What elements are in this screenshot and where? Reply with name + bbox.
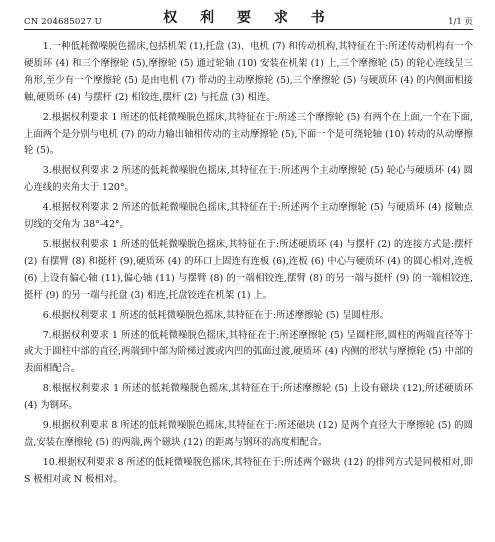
claim-2: 2.根据权利要求 1 所述的低耗微噪脱色摇床,其特征在于:所述三个摩擦轮 (5) 有两个在上面,一个在下面,上面两个是分别与电机 (7) 的动力输出轴相传动的主动摩擦轮 (5),下面一个是可绕轮轴 (10) 转动的从动摩擦轮 (5)。	[24, 111, 473, 157]
doc-number: CN 204685027 U	[24, 17, 102, 27]
claim-8: 8.根据权利要求 1 所述的低耗微噪脱色摇床,其特征在于:所述摩擦轮 (5) 上设有磁块 (12),所述硬质环 (4) 为钢环。	[24, 383, 473, 412]
claim-4: 4.根据权利要求 2 所述的低耗微噪脱色摇床,其特征在于:所述两个主动摩擦轮 (5) 与硬质环 (4) 接触点切线的交角为 38°-42°。	[24, 202, 473, 231]
claim-7: 7.根据权利要求 1 所述的低耗微噪脱色摇床,其特征在于:所述摩擦轮 (5) 呈圆柱形,圆柱的两端直径等于或大于圆柱中部的直径,两端到中部为阶梯过渡或内凹的弧面过渡,硬质环 (4) 内侧的形状与摩擦轮 (5) 中部的表面相配合。	[24, 329, 473, 375]
claim-6: 6.根据权利要求 1 所述的低耗微噪脱色摇床,其特征在于:所述摩擦轮 (5) 呈圆柱形。	[42, 309, 390, 321]
claim-5: 5.根据权利要求 1 所述的低耗微噪脱色摇床,其特征在于:所述硬质环 (4) 与摆杆 (2) 的连接方式是:摆杆 (2) 有摆臂 (8) 和挺杆 (9),硬质环 (4) 的环口上固连有连板 (6),连板 (6) 中心与硬质环 (4) 的圆心相对,连板 (6) 上设有偏心轴 (11),偏心轴 (11) 与摆臂 (8) 的一端相铰连,摆臂 (8) 的另一端与挺杆 (9) 的一端相铰连,挺杆 (9) 的另一端与托盘 (3) 相连,托盘铰连在机架 (1) 上。	[24, 238, 473, 301]
claim-10: 10.根据权利要求 8 所述的低耗微噪脱色摇床,其特征在于:所述两个磁块 (12) 的排列方式是同极相对,即 S 极相对或 N 极相对。	[24, 456, 473, 485]
page-number: 1/1 页	[448, 17, 473, 27]
page-title: 权 利 要 求 书	[163, 10, 334, 26]
page-header	[24, 0, 473, 30]
claim-9: 9.根据权利要求 8 所述的低耗微噪脱色摇床,其特征在于:所述磁块 (12) 是两个直径大于摩擦轮 (5) 的圆盘,安装在摩擦轮 (5) 的两端,两个磁块 (12) 的距离与钢环的高度相配合。	[24, 420, 473, 448]
claim-3: 3.根据权利要求 2 所述的低耗微噪脱色摇床,其特征在于:所述两个主动摩擦轮 (5) 轮心与硬质环 (4) 圆心连线的夹角大于 120°。	[24, 165, 473, 194]
claim-1: 1.一种低耗微噪脱色摇床,包括机架 (1),托盘 (3)、电机 (7) 和传动机构,其特征在于:所述传动机构有一个硬质环 (4) 和三个摩擦轮 (5),摩擦轮 (5) 通过轮轴 (10) 安装在机架 (1) 上,三个摩擦轮 (5) 的轮心连线呈三角形,至少有一个摩擦轮 (5) 是由电机 (7) 带动的主动摩擦轮 (5),三个摩擦轮 (5) 与硬质环 (4) 的内侧面相接触,硬质环 (4) 与摆杆 (2) 相铰连,摆杆 (2) 与托盘 (3) 相连。	[24, 41, 473, 103]
claims-list	[24, 39, 473, 489]
